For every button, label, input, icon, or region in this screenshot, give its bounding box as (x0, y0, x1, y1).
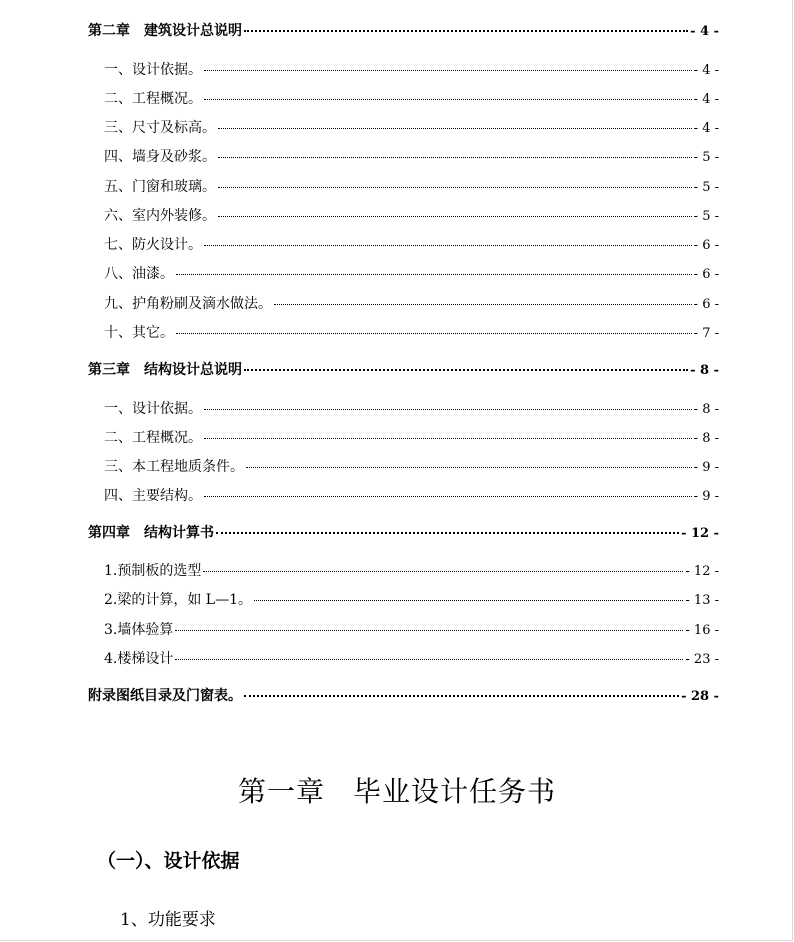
toc-page-number: - 5 - (693, 180, 719, 195)
toc-page-number: - 8 - (690, 363, 719, 378)
toc-label: 附录图纸目录及门窗表。 (88, 688, 242, 704)
toc-item[interactable] (104, 146, 719, 166)
toc-label: 九、护角粉刷及滴水做法。 (104, 296, 272, 312)
toc-item[interactable] (104, 322, 719, 342)
toc-page-number: - 12 - (681, 526, 719, 541)
toc-label: 一、设计依据。 (104, 401, 202, 417)
toc-page-number: - 6 - (693, 267, 719, 282)
toc-leader-dots (274, 304, 692, 305)
toc-item[interactable] (104, 560, 719, 580)
toc-leader-dots (218, 216, 692, 217)
toc-leader-dots (204, 70, 692, 71)
toc-page-number: - 9 - (693, 489, 719, 504)
toc-page-number: - 4 - (693, 63, 719, 78)
toc-page-number: - 12 - (685, 564, 719, 579)
toc-label: 十、其它。 (104, 325, 174, 341)
toc-item[interactable] (104, 234, 719, 254)
toc-page-number: - 28 - (681, 689, 719, 704)
toc-page-number: - 4 - (690, 24, 719, 39)
toc-item[interactable] (104, 117, 719, 137)
toc-label: 4.楼梯设计 (104, 651, 174, 667)
toc-leader-dots (176, 274, 692, 275)
toc-leader-dots (244, 695, 679, 697)
toc-item[interactable] (104, 589, 719, 609)
chapter-heading-text: 毕业设计任务书 (353, 775, 557, 808)
toc-page-number: - 23 - (685, 652, 719, 667)
subsection-heading: 1、功能要求 (120, 910, 216, 930)
toc-chapter[interactable] (88, 685, 719, 705)
toc-item[interactable] (104, 619, 719, 639)
toc-item[interactable] (104, 293, 719, 313)
toc-leader-dots (204, 496, 692, 497)
toc-item[interactable] (104, 59, 719, 79)
toc-label: 三、尺寸及标高。 (104, 120, 216, 136)
toc-leader-dots (175, 659, 683, 660)
toc-leader-dots (204, 438, 692, 439)
toc-leader-dots (244, 30, 688, 32)
toc-item[interactable] (104, 427, 719, 447)
toc-item[interactable] (104, 176, 719, 196)
toc-page-number: - 6 - (693, 238, 719, 253)
toc-label: 七、防火设计。 (104, 237, 202, 253)
toc-item[interactable] (104, 398, 719, 418)
toc-leader-dots (254, 600, 683, 601)
toc-label: 二、工程概况。 (104, 91, 202, 107)
toc-label: 四、墙身及砂浆。 (104, 149, 216, 165)
toc-page-number: - 7 - (693, 326, 719, 341)
toc-leader-dots (204, 409, 692, 410)
toc-label: 第三章 结构设计总说明 (88, 362, 242, 378)
toc-leader-dots (176, 333, 692, 334)
toc-label: 第二章 建筑设计总说明 (88, 23, 242, 39)
toc-leader-dots (244, 369, 688, 371)
toc-page-number: - 4 - (693, 121, 719, 136)
toc-chapter[interactable] (88, 522, 719, 542)
toc-label: 五、门窗和玻璃。 (104, 179, 216, 195)
toc-leader-dots (204, 245, 692, 246)
toc-item[interactable] (104, 205, 719, 225)
toc-label: 八、油漆。 (104, 266, 174, 282)
toc-chapter[interactable] (88, 359, 719, 379)
toc-leader-dots (216, 532, 679, 534)
toc-label: 2.梁的计算，如 L—1。 (104, 592, 253, 608)
section-heading: （一）、设计依据 (97, 850, 240, 872)
chapter-heading (0, 770, 794, 810)
toc-leader-dots (218, 187, 692, 188)
toc-label: 第四章 结构计算书 (88, 525, 214, 541)
toc-page-number: - 13 - (685, 593, 719, 608)
toc-label: 二、工程概况。 (104, 430, 202, 446)
toc-page-number: - 16 - (685, 623, 719, 638)
toc-item[interactable] (104, 485, 719, 505)
chapter-heading-number: 第一章 (237, 775, 325, 808)
toc-leader-dots (203, 571, 683, 572)
toc-label: 3.墙体验算 (104, 622, 174, 638)
toc-item[interactable] (104, 456, 719, 476)
toc-page-number: - 5 - (693, 150, 719, 165)
toc-page-number: - 8 - (693, 402, 719, 417)
toc-page-number: - 9 - (693, 460, 719, 475)
toc-page-number: - 5 - (693, 209, 719, 224)
toc-label: 一、设计依据。 (104, 62, 202, 78)
toc-leader-dots (218, 157, 692, 158)
toc-item[interactable] (104, 263, 719, 283)
toc-item[interactable] (104, 648, 719, 668)
toc-leader-dots (175, 630, 683, 631)
toc-page-number: - 6 - (693, 297, 719, 312)
toc-chapter[interactable] (88, 20, 719, 40)
toc-label: 六、室内外装修。 (104, 208, 216, 224)
toc-leader-dots (218, 128, 692, 129)
toc-leader-dots (204, 99, 692, 100)
toc-leader-dots (246, 467, 692, 468)
toc-page-number: - 8 - (693, 431, 719, 446)
toc-label: 三、本工程地质条件。 (104, 459, 244, 475)
toc-item[interactable] (104, 88, 719, 108)
toc-page-number: - 4 - (693, 92, 719, 107)
toc-label: 1.预制板的选型 (104, 563, 202, 579)
toc-label: 四、主要结构。 (104, 488, 202, 504)
